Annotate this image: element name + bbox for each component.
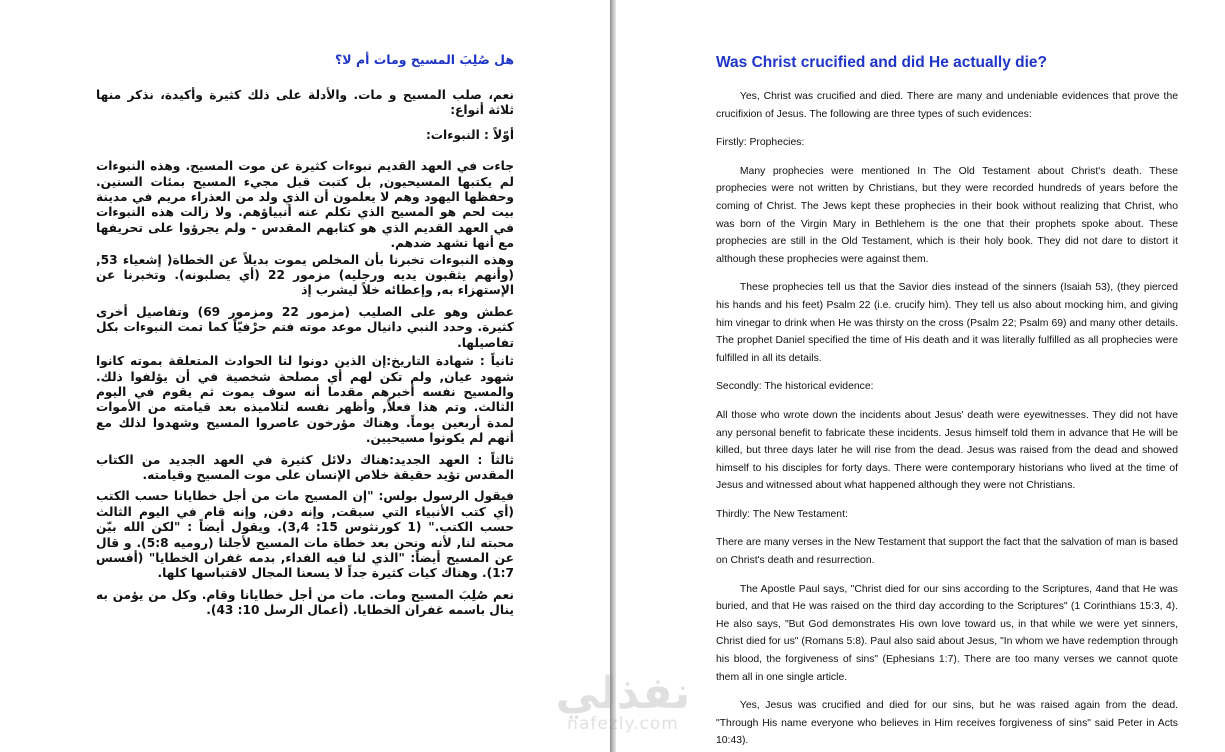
english-heading-new-testament: Thirdly: The New Testament:	[716, 508, 848, 520]
arabic-paragraph: فيقول الرسول بولس: "إن المسيح مات من أجل خطايانا حسب الكتب (أي كتب الأنبياء التي سبقت, وإنه دفن, وإنه قام في اليوم الثالث حسب الكتب." (1 كورنثوس 15: 3,4). ويقول أيضاً : "لكن الله بيّن محبته لنا, لأنه ونحن بعد خطاة مات المسيح لأجلنا (روميه 5:8). و قال عن المسيح أيضاً: "الذي لنا فيه الفداء, بدمه غفران الخطايا" (أفسس 1:7). وهناك كيات كثيرة جداً لا يسعنا المجال لاقتباسها كلها.	[96, 489, 514, 581]
english-title: Was Christ crucified and did He actually die?	[716, 54, 1048, 71]
watermark-latin: nafezly.com	[567, 714, 679, 734]
english-paragraph: All those who wrote down the incidents about Jesus' death were eyewitnesses. They did not have any personal benefit to fabricate these incidents. Jesus himself told them in advance that He will be killed, but three days later he will rise from the dead. Jesus was raised from the dead and showed himself to his disciples for forty days. There were contemporary historians who lived at the time of Jesus and witnessed about what happened although they were not Christians.	[716, 409, 1178, 492]
arabic-body	[96, 88, 514, 628]
arabic-paragraph: ثالثاً : العهد الجديد:هناك دلائل كثيرة في العهد الجديد من الكتاب المقدس تؤيد حقيقة خلاص الإنسان على موت المسيح وقيامته.	[96, 452, 514, 482]
watermark-arabic: نفذلي	[555, 668, 691, 719]
english-paragraph: These prophecies tell us that the Savior dies instead of the sinners (Isaiah 53), (they pierced his hands and his feet) Psalm 22 (i.e. crucify him). They tell us also about mocking him, and giving him vinegar to drink when He was thirsty on the cross (Psalm 22; Psalm 69) and many other details. The prophet Daniel specified the time of His death and it was literally fulfilled as all prophecies were fulfilled in all its details.	[716, 282, 1178, 364]
arabic-paragraph: أوّلاً : النبوءات:	[425, 127, 514, 142]
arabic-paragraph: وهذه النبوءات تخبرنا بأن المخلص يموت بديلاً عن الخطاة( إشعياء 53, (وأنهم يثقبون يديه ورجليه) مزمور 22 (أي يصلبونه). وتخبرنا عن الإستهزاء به, وإعطائه خلاً ليشرب إذ	[96, 252, 515, 298]
watermark-logo	[538, 670, 708, 734]
arabic-paragraph: جاءت في العهد القديم نبوءات كثيرة عن موت المسيح. وهذه النبوءات لم يكتبها المسيحيون, بل كتبت قبل مجيء المسيح بمئات السنين. وحفظها اليهود وهم لا يعلمون أن الذي ولد من العذراء مريم في مدينة بيت لحم هو المسيح الذي تكلم عنه أنبياؤهم. ولا زالت هذه النبوءات في العهد القديم الذي هو كتابهم المقدس - ولم يجرؤوا على تحريفها مع أنها تشهد ضدهم.	[96, 159, 514, 251]
english-paragraph: The Apostle Paul says, "Christ died for our sins according to the Scriptures, 4and that He was buried, and that He was raised on the third day according to the Scriptures" (1 Corinthians 15:3, 4). He also says, "But God demonstrates His own love toward us, in that while we were yet sinners, Christ died for us" (Romans 5:8). Paul also said about Jesus, "In whom we have redemption through his blood, the forgiveness of sins" (Ephesians 1:7). There are too many verses we cannot quote them all in one single article.	[716, 583, 1178, 683]
english-heading-prophecies: Firstly: Prophecies:	[716, 137, 805, 149]
english-paragraph: There are many verses in the New Testament that support the fact that the salvation of man is based on Christ's death and resurrection.	[716, 537, 1178, 567]
arabic-paragraph: نعم صُلِبَ المسيح ومات. مات من أجل خطايانا وقام. وكل من يؤمن به ينال باسمه غفران الخطايا. (أعمال الرسل 10: 43).	[96, 587, 514, 618]
arabic-title: هل صُلِبَ المسيح ومات أم لا؟	[335, 52, 514, 67]
english-paragraph: Yes, Christ was crucified and died. There are many and undeniable evidences that prove the crucifixion of Jesus. The following are three types of such evidences:	[716, 91, 1178, 120]
english-heading-historical: Secondly: The historical evidence:	[716, 381, 874, 393]
english-body	[716, 88, 1178, 752]
english-paragraph: Yes, Jesus was crucified and died for our sins, but he was raised again from the dead. "Through His name everyone who believes in Him receives forgiveness of sins" said Peter in Acts 10:43).	[716, 700, 1178, 747]
arabic-paragraph: عطش وهو على الصليب (مزمور 22 ومزمور 69) وتفاصيل أخرى كثيرة. وحدد النبي دانيال موعد موته فتم حرْفيّاً كما تمت النبوءات بكل تفاصيلها.	[96, 304, 514, 350]
english-paragraph: Many prophecies were mentioned In The Old Testament about Christ's death. These prophecies were not written by Christians, but they were recorded hundreds of years before the coming of Christ. The Jews kept these prophecies in their book without realizing that Christ, who was born of the Virgin Mary in Bethlehem is the one that their prophets spoke about. These prophecies are still in the Old Testament, which is their holy book. They did not dare to distort it although these prophecies were against them.	[716, 165, 1178, 265]
arabic-paragraph: ثانياً : شهادة التاريخ:إن الذين دونوا لنا الحوادث المتعلقة بموته كانوا شهود عيان, ولم تكن لهم أي مصلحة شخصية في أن يؤلفوا ذلك. والمسيح نفسه أخبرهم مقدما أنه سوف يموت ثم يقوم في اليوم الثالث. وتم هذا فعلاً, وأظهر نفسه لتلاميذه بعد قيامته من الأموات لمدة أربعين يوماً. وهناك مؤرخون عاصروا المسيح وشهدوا لذلك مع أنهم لم يكونوا مسيحيين.	[96, 354, 514, 446]
english-document-page	[616, 0, 1225, 752]
arabic-document-page	[0, 0, 610, 752]
arabic-paragraph: نعم، صلب المسيح و مات. والأدلة على ذلك كثيرة وأكيدة، نذكر منها ثلاثة أنواع:	[96, 88, 514, 118]
